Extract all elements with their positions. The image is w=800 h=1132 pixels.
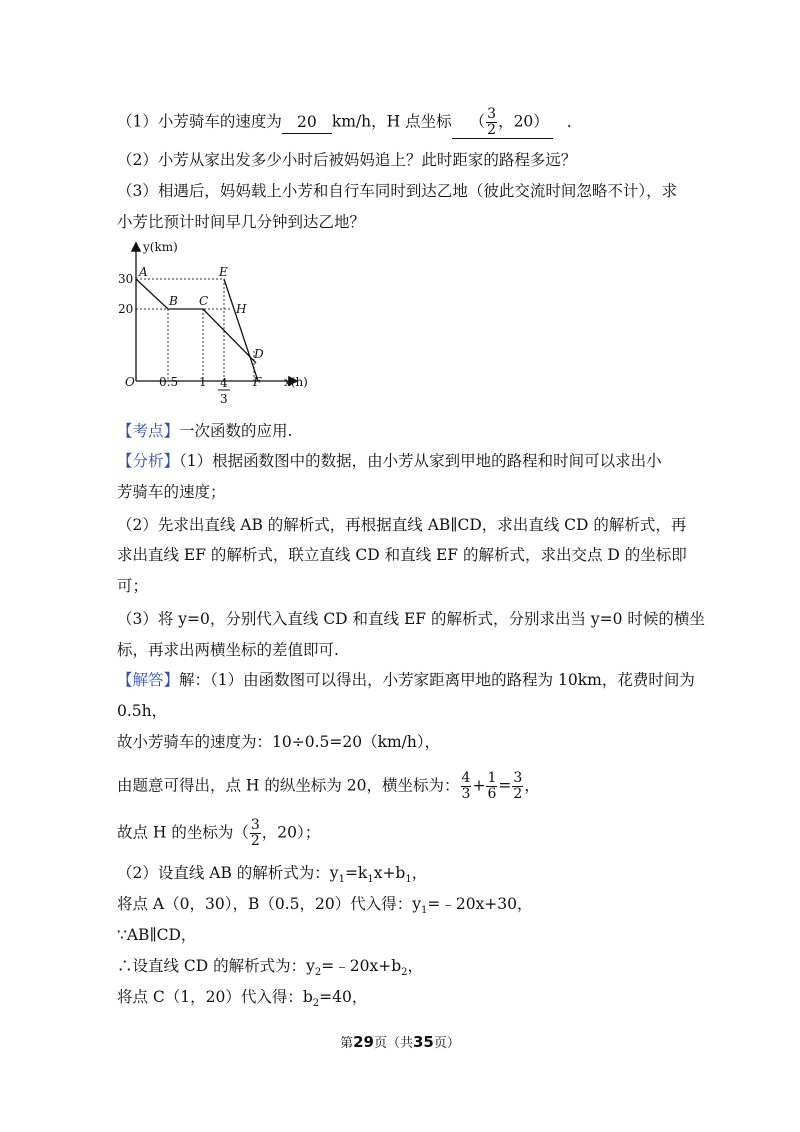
point-h-label: H — [236, 302, 247, 316]
point-b-label: B — [169, 294, 178, 308]
y-tick-30: 30 — [118, 272, 134, 286]
fenxi-line-5: 可； — [117, 577, 149, 595]
q1-period: . — [566, 112, 572, 131]
point-c-label: C — [199, 294, 209, 308]
question-3-line1: （3）相遇后，妈妈载上小芳和自行车同时到达乙地（彼此交流时间忽略不计），求 — [117, 182, 678, 200]
point-e-label: E — [219, 265, 228, 279]
fenxi-line-6: （3）将 y=0，分别代入直线 CD 和直线 EF 的解析式，分别求出当 y=0 时候的横坐 — [117, 610, 705, 628]
fraction-1-6: $\frac{1}{6}$ — [487, 770, 497, 802]
origin-label: O — [125, 375, 135, 389]
q1-fraction: $\frac{3}{2}$ — [487, 106, 497, 138]
fraction-3-2: $\frac{3}{2}$ — [513, 770, 523, 802]
fenxi-line-4: 求出直线 EF 的解析式，联立直线 CD 和直线 EF 的解析式，求出交点 D 的坐标即 — [117, 546, 687, 564]
jieda-line-10: 将点 C（1，20）代入得：$b_2=40$， — [117, 988, 368, 1010]
jieda-line-3: 故小芳骑车的速度为：10÷0.5=20（km/h）， — [117, 733, 441, 751]
question-3-line2: 小芳比预计时间早几分钟到达乙地？ — [117, 213, 366, 231]
jieda-tag: 【解答】 — [117, 671, 180, 689]
jieda-line-6: （2）设直线 AB 的解析式为：$y_1=k_1x+b_1$， — [117, 864, 428, 886]
q1-coord-answer: （ $\frac{3}{2}$ ，20） — [452, 107, 553, 139]
q1-unit-text: km/h，H 点坐标 — [331, 112, 452, 131]
fenxi-line-7: 标，再求出两横坐标的差值即可. — [117, 641, 339, 659]
y-axis-label: y(km) — [143, 240, 178, 254]
jieda-line-7: 将点 A（0，30），B（0.5，20）代入得：$y_1=﹣20x+30$， — [117, 895, 533, 917]
x-tick-43-den: 3 — [220, 392, 228, 406]
fraction-h-x: $\frac{3}{2}$ — [250, 817, 260, 849]
fenxi-line-2: 芳骑车的速度； — [117, 483, 226, 501]
page-number: 29 — [353, 1033, 374, 1051]
jieda-line-4: 由题意可得出，点 H 的纵坐标为 20，横坐标为： $\frac{4}{3}$ + $\frac{1}{6}$ = $\frac{3}{2}$ ， — [117, 770, 540, 802]
jieda-line-2: 0.5h， — [117, 702, 168, 720]
x-axis-label: x(h) — [284, 375, 308, 389]
fenxi-tag: 【分析】 — [117, 452, 180, 470]
point-f-label: F — [253, 375, 262, 389]
question-2: （2）小芳从家出发多少小时后被妈妈追上？此时距家的路程多远？ — [117, 151, 577, 169]
x-tick-1: 1 — [199, 375, 207, 389]
y-tick-20: 20 — [118, 302, 134, 316]
fraction-4-3: $\frac{4}{3}$ — [461, 770, 471, 802]
point-a-label: A — [139, 265, 148, 279]
question-1 — [117, 107, 572, 139]
q1-prefix: （1）小芳骑车的速度为 — [117, 112, 282, 131]
x-tick-05: 0.5 — [159, 375, 179, 389]
jieda-line-1: 【解答】解：（1）由函数图可以得出，小芳家距离甲地的路程为 10km，花费时间为 — [117, 671, 695, 689]
kaodian-tag: 【考点】 — [117, 422, 180, 440]
jieda-line-8: ∵AB∥CD， — [117, 926, 197, 944]
page-footer: 第29页（共35页） — [340, 1033, 460, 1051]
jieda-line-5: 故点 H 的坐标为（ $\frac{3}{2}$ ，20）； — [117, 817, 321, 849]
page-total: 35 — [413, 1033, 434, 1051]
jieda-line-9: ∴设直线 CD 的解析式为：$y_2=﹣20x+b_2$， — [117, 957, 424, 979]
fenxi-line-3: （2）先求出直线 AB 的解析式，再根据直线 AB∥CD，求出直线 CD 的解析式，再 — [117, 516, 687, 534]
function-graph — [112, 238, 322, 413]
point-d-label: D — [254, 347, 264, 361]
q1-speed-answer: 20 — [282, 111, 332, 134]
kaodian-line — [117, 420, 292, 442]
segment-ef — [224, 279, 258, 381]
fenxi-line-1: 【分析】（1）根据函数图中的数据，由小芳从家到甲地的路程和时间可以求出小 — [117, 452, 662, 470]
kaodian-text: 一次函数的应用. — [179, 422, 293, 440]
x-tick-43-num: 4 — [220, 376, 228, 390]
